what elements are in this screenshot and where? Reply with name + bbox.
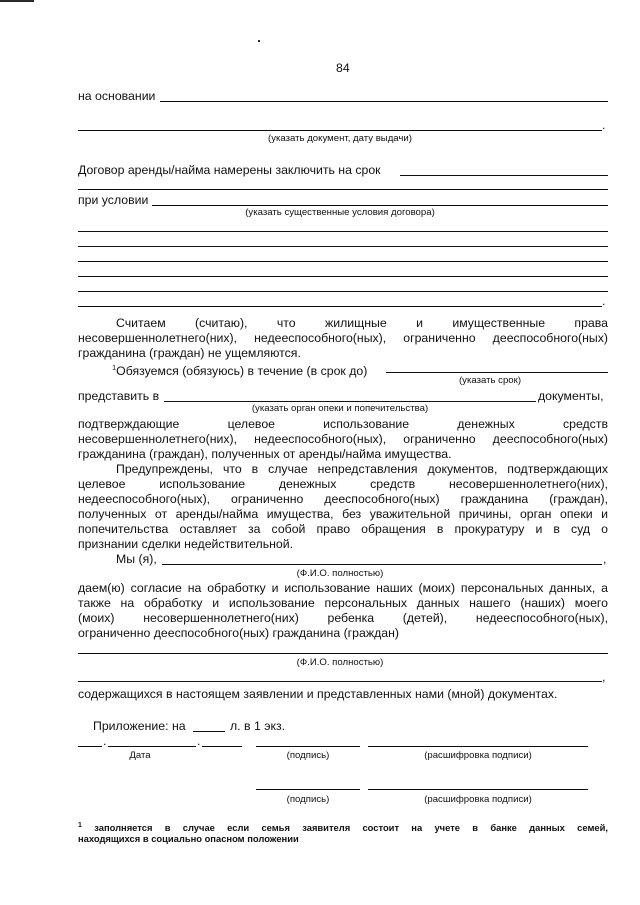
warning-line-4: полученных от аренды/найма имущества, без уважительной причины, орган опеки и (78, 507, 608, 521)
comma: , (603, 552, 607, 566)
obligation-line (112, 360, 367, 379)
signature-caption-2: (подпись) (286, 794, 330, 805)
date-separator: . (197, 734, 201, 748)
signature-caption: (подпись) (286, 750, 330, 761)
footnote-ref: 1 (112, 363, 117, 372)
consent-line-5: содержащихся в настоящем заявлении и представленных нами (мной) документах. (78, 687, 558, 701)
warning-line-5: попечительства оставляет за собой право обращения в прокуратуру и в суд о (78, 522, 608, 536)
warning-line-3: недееспособного(ных), ограниченно дееспособного(ных) гражданина (граждан), (78, 492, 608, 506)
page-number: 84 (336, 61, 350, 75)
end-period: . (602, 294, 606, 308)
attachment-prefix: Приложение: на (93, 719, 186, 733)
fio-caption-2: (Ф.И.О. полностью) (296, 657, 384, 668)
date-day-field[interactable] (78, 746, 102, 747)
basis-field[interactable] (160, 101, 608, 102)
consent-line-1: даем(ю) согласие на обработку и использование наших (моих) персональных данных, а (78, 581, 608, 595)
footnote-line-1 (78, 820, 608, 834)
date-month-field[interactable] (108, 746, 196, 747)
organ-caption: (указать орган опеки и попечительства) (251, 403, 429, 414)
condition-line[interactable] (78, 306, 602, 307)
scan-mark (0, 0, 34, 2)
condition-line[interactable] (78, 231, 608, 232)
decoding-caption-2: (расшифровка подписи) (424, 794, 532, 805)
footnote-marker: 1 (78, 822, 82, 829)
confirm-line-1: подтверждающие целевое использование денежных средств (78, 417, 608, 431)
rights-line-1: Считаем (считаю), что жилищные и имущественные права (116, 316, 608, 330)
end-period: . (602, 118, 606, 132)
comma: , (602, 670, 606, 684)
rights-line-2: несовершеннолетнего(них), недееспособного(ных), ограниченно дееспособного(ных) (78, 331, 608, 345)
attachment-pages-field[interactable] (193, 731, 225, 732)
date-separator: . (103, 734, 107, 748)
condition-line[interactable] (78, 246, 608, 247)
consent-line-2: также на обработку и использование персональных данных нашего (наших) моего (78, 596, 608, 610)
consent-line-3: (моих) несовершеннолетнего(них) ребенка (детей), недееспособного(ных), (78, 611, 608, 625)
organ-field[interactable] (164, 401, 536, 402)
we-label: Мы (я), (116, 552, 157, 566)
signature-field[interactable] (256, 746, 360, 747)
condition-label: при условии (78, 193, 149, 207)
condition-caption: (указать существенные условия договора) (245, 207, 435, 218)
decoding-caption: (расшифровка подписи) (424, 750, 532, 761)
lease-term-field[interactable] (400, 175, 608, 176)
confirm-line-3: гражданина (граждан), полученных от аренды/найма имущества. (78, 447, 452, 461)
present-label: представить в (78, 389, 160, 403)
condition-line[interactable] (78, 261, 608, 262)
basis-caption: (указать документ, дату выдачи) (268, 133, 412, 144)
basis-field-line2[interactable] (78, 130, 602, 131)
obligation-text: Обязуемся (обязуюсь) в течение (в срок до) (116, 364, 368, 379)
footnote-text-1: заполняется в случае если семья заявителя состоит на учете в банке данных семей, (94, 822, 608, 834)
term-caption: (указать срок) (458, 375, 522, 386)
fio-caption: (Ф.И.О. полностью) (296, 568, 384, 579)
fio-field[interactable] (162, 564, 602, 565)
fio-field-3[interactable] (78, 681, 602, 682)
condition-line[interactable] (78, 276, 608, 277)
basis-label: на основании (78, 89, 156, 103)
warning-line-1: Предупреждены, что в случае непредставления документов, подтверждающих (116, 462, 608, 476)
signature-field-2[interactable] (256, 789, 360, 790)
lease-label: Договор аренды/найма намерены заключить на срок (78, 163, 381, 177)
documents-word: документы, (538, 389, 604, 403)
lease-term-field-line2[interactable] (78, 189, 608, 190)
condition-line[interactable] (78, 291, 608, 292)
confirm-line-2: несовершеннолетнего(них), недееспособного(ных), ограниченно дееспособного(ных) (78, 432, 608, 446)
fio-field-2[interactable] (78, 653, 608, 654)
warning-line-2: целевое использование денежных средств несовершеннолетнего(них), (78, 477, 608, 491)
date-year-field[interactable] (202, 746, 242, 747)
date-caption: Дата (129, 750, 151, 761)
decoding-field-2[interactable] (368, 789, 588, 790)
condition-field[interactable] (152, 205, 608, 206)
footnote-line-2: находящихся в социально опасном положении (78, 833, 299, 844)
consent-line-4: ограниченно дееспособного(ных) гражданина (граждан) (78, 626, 399, 640)
rights-line-3: гражданина (граждан) не ущемляются. (78, 346, 301, 360)
term-field[interactable] (386, 372, 608, 373)
attachment-suffix: л. в 1 экз. (230, 719, 286, 733)
warning-line-6: признании сделки недействительной. (78, 537, 294, 551)
scan-mark (258, 40, 260, 42)
decoding-field[interactable] (368, 746, 588, 747)
